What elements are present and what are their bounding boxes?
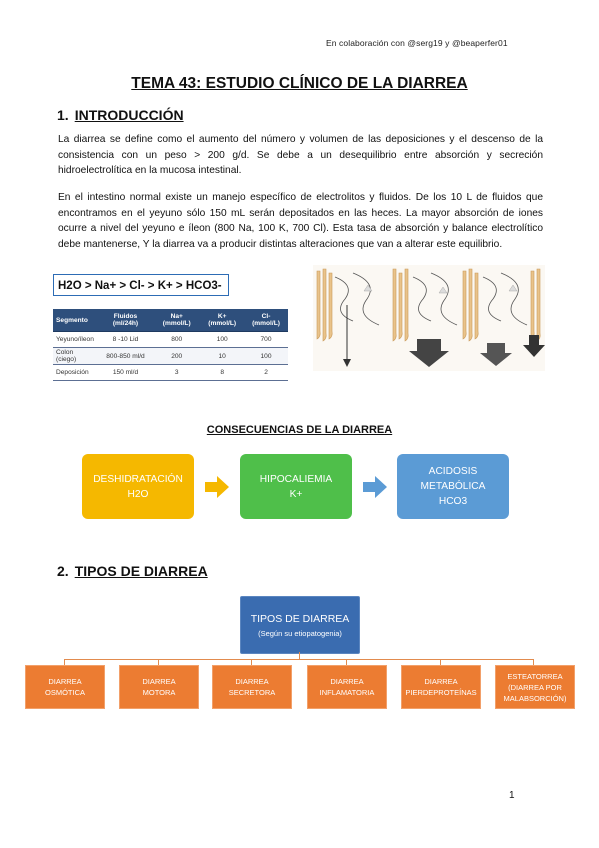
hypokalemia-sublabel: K+: [289, 488, 303, 500]
dehydration-sublabel: H2O: [127, 488, 149, 500]
table-cell: 800: [153, 332, 200, 348]
dehydration-label: DESHIDRATACIÓN: [93, 473, 183, 485]
inflammatory-diarrhea-box: [307, 665, 387, 709]
leaf-label: (DIARREA POR: [508, 682, 562, 692]
leaf-label: PIERDEPROTEÍNAS: [405, 688, 477, 697]
header-note: En colaboración con @serg19 y @beaperfer01: [326, 38, 508, 48]
section-2-heading: [57, 563, 208, 579]
connector-line: [64, 659, 533, 660]
leaf-label: SECRETORA: [228, 688, 276, 697]
table-cell: 10: [200, 348, 244, 365]
leaf-label: DIARREA: [48, 677, 82, 686]
leaf-label: DIARREA: [424, 677, 458, 686]
leaf-label: INFLAMATORIA: [319, 688, 375, 697]
table-cell: Deposición: [53, 365, 98, 381]
table-cell: 8: [200, 365, 244, 381]
acidosis-label-line1: ACIDOSIS: [428, 466, 478, 477]
table-cell: Colon (ciego): [53, 348, 98, 365]
table-row: [53, 348, 288, 365]
table-header-cell: Fluidos (ml/24h): [98, 309, 153, 332]
intro-paragraph-2: En el intestino normal existe un manejo específico de electrolitos y fluidos. De los 10 L de fluidos que encontramos en el yeyuno sólo 150 mL serán depositados en las heces. La mayor absorción de iones ocurre a nivel del yeyuno e íleon (800 Na, 100 K, 700 Cl). Esta tasa de absorción y balance electrolítico debe mantenerse, Y la diarrea va a producir distintas alteraciones que van a alterar este equilibrio.: [58, 192, 543, 250]
section-2-number: 2.: [57, 563, 69, 579]
table-header-cell: Na+ (mmol/L): [153, 309, 200, 332]
table-header-cell: K+ (mmol/L): [200, 309, 244, 332]
arrow-right-icon: [205, 476, 229, 498]
diarrhea-types-root: [240, 596, 360, 654]
protein-losing-diarrhea-box: [401, 665, 481, 709]
table-header-row: [53, 309, 288, 332]
motor-diarrhea-box: [119, 665, 199, 709]
table-cell: 2: [244, 365, 288, 381]
osmotic-diarrhea-box: [25, 665, 105, 709]
section-1-heading: [57, 107, 184, 123]
leaf-label: MOTORA: [142, 688, 176, 697]
document-title: TEMA 43: ESTUDIO CLÍNICO DE LA DIARREA: [131, 75, 468, 92]
connector-line: [299, 652, 300, 659]
intro-paragraph-1: La diarrea se define como el aumento del número y volumen de las deposiciones y el descenso de la consistencia con un peso > 200 g/d. Se debe a un desequilibrio entre absorción y secreción hidroelectrolítica en la mucosa intestinal.: [58, 134, 543, 176]
page-number: 1: [509, 790, 515, 801]
arrow-right-icon: [363, 476, 387, 498]
electrolyte-table-wrapper: [53, 309, 288, 381]
table-header-cell: Segmento: [53, 309, 98, 332]
acidosis-label-line2: METABÓLICA: [420, 481, 486, 492]
table-cell: 100: [200, 332, 244, 348]
consequences-title: CONSECUENCIAS DE LA DIARREA: [206, 424, 393, 436]
secretory-diarrhea-box: [212, 665, 292, 709]
dehydration-box: [82, 454, 194, 519]
electrolyte-table: [53, 309, 288, 381]
leaf-label: MALABSORCIÓN): [503, 693, 567, 703]
table-cell: 8 -10 Lid: [98, 332, 153, 348]
leaf-label: DIARREA: [330, 677, 364, 686]
table-cell: 100: [244, 348, 288, 365]
leaf-label: DIARREA: [235, 677, 269, 686]
leaf-label: ESTEATORREA: [507, 671, 563, 681]
acidosis-sublabel: HCO3: [438, 496, 468, 507]
table-cell: 3: [153, 365, 200, 381]
leaf-label: DIARREA: [142, 677, 176, 686]
hypokalemia-box: [240, 454, 352, 519]
table-cell: Yeyuno/íleon: [53, 332, 98, 348]
table-header-cell: Cl- (mmol/L): [244, 309, 288, 332]
metabolic-acidosis-box: [397, 454, 509, 519]
section-2-title: TIPOS DE DIARREA: [74, 563, 208, 579]
root-subtitle: (Según su etiopatogenia): [258, 628, 342, 638]
table-cell: 150 ml/d: [98, 365, 153, 381]
table-cell: 200: [153, 348, 200, 365]
section-1-number: 1.: [57, 107, 69, 123]
table-cell: 800-850 ml/d: [98, 348, 153, 365]
hypokalemia-label: HIPOCALIEMIA: [259, 473, 333, 485]
intestine-absorption-figure: [313, 265, 545, 371]
table-row: [53, 332, 288, 348]
table-cell: 700: [244, 332, 288, 348]
root-title: TIPOS DE DIARREA: [250, 612, 350, 625]
table-row: [53, 365, 288, 381]
steatorrhea-box: [495, 665, 575, 709]
leaf-label: OSMÓTICA: [44, 688, 85, 697]
section-1-title: INTRODUCCIÓN: [74, 107, 184, 123]
electrolyte-formula-box: H2O > Na+ > Cl- > K+ > HCO3-: [53, 274, 229, 296]
